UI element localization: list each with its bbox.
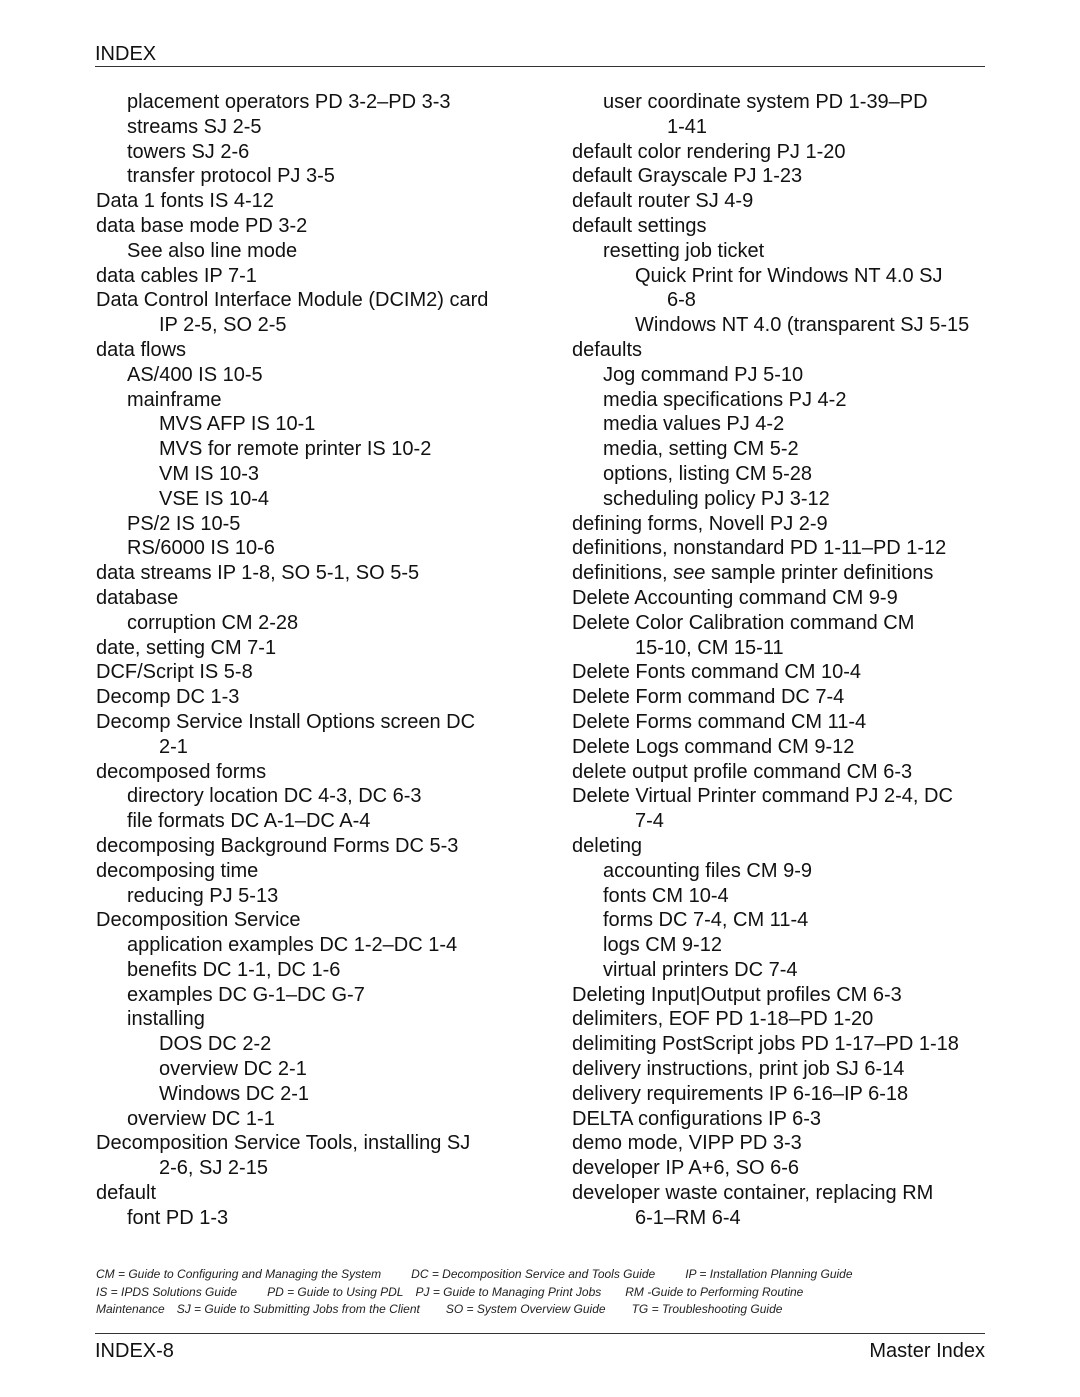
index-entry: reducing PJ 5-13 [127,884,279,907]
legend-item: RM -Guide to Performing Routine [625,1284,804,1299]
index-entry: definitions, see sample printer definitions [572,562,934,585]
index-entry: transfer protocol PJ 3-5 [127,165,335,188]
index-entry: RS/6000 IS 10-6 [127,537,275,560]
index-entry: Data 1 fonts IS 4-12 [96,190,274,213]
index-entry: benefits DC 1-1, DC 1-6 [127,958,341,981]
index-entry: delimiters, EOF PD 1-18–PD 1-20 [572,1008,874,1031]
index-entry: database [96,586,179,609]
index-entry: default color rendering PJ 1-20 [572,140,846,163]
index-entry: defining forms, Novell PJ 2-9 [572,512,828,535]
index-entry: Data Control Interface Module (DCIM2) card [96,289,489,312]
index-entry: default Grayscale PJ 1-23 [572,165,803,188]
index-entry: Delete Accounting command CM 9-9 [572,586,898,609]
index-entry: data streams IP 1-8, SO 5-1, SO 5-5 [96,562,420,585]
page-number: INDEX-8 [95,1340,174,1362]
legend-row [96,1301,986,1319]
index-entry: definitions, nonstandard PD 1-11–PD 1-12 [572,537,947,560]
index-entry: VM IS 10-3 [159,462,260,485]
index-entry: 2-6, SJ 2-15 [159,1157,268,1180]
index-entry: directory location DC 4-3, DC 6-3 [127,785,422,808]
legend-item: IS = IPDS Solutions Guide [96,1284,238,1299]
index-entry: logs CM 9-12 [603,934,722,957]
index-entry: 2-1 [159,735,188,758]
index-entry: Deleting Input|Output profiles CM 6-3 [572,983,902,1006]
index-entry: accounting files CM 9-9 [603,859,812,882]
index-entry: Windows DC 2-1 [159,1082,310,1105]
legend-item: SO = System Overview Guide [445,1302,606,1316]
index-entry: PS/2 IS 10-5 [127,512,241,535]
index-entry: Delete Color Calibration command CM [572,611,915,634]
index-entry: font PD 1-3 [127,1206,229,1229]
index-entry: virtual printers DC 7-4 [603,958,798,981]
index-entry: decomposing Background Forms DC 5-3 [96,834,459,857]
index-entry: Decomp DC 1-3 [96,686,240,709]
index-entry: streams SJ 2-5 [127,115,262,138]
index-entry: Decomposition Service [96,909,301,932]
index-entry: 6-8 [667,289,696,312]
index-column-right [572,90,992,1231]
index-entry: 15-10, CM 15-11 [635,636,784,659]
index-entry: 7-4 [635,810,664,833]
index-entry: data base mode PD 3-2 [96,214,308,237]
index-entry: default [96,1182,157,1205]
index-entry: overview DC 2-1 [159,1058,307,1081]
index-entry: Delete Logs command CM 9-12 [572,735,855,758]
index-entry: default router SJ 4-9 [572,190,754,213]
legend-item: SJ = Guide to Submitting Jobs from the Client [176,1302,420,1316]
index-entry: Delete Forms command CM 11-4 [572,710,867,733]
index-entry: media, setting CM 5-2 [603,438,799,461]
index-entry: options, listing CM 5-28 [603,462,812,485]
index-entry: Delete Form command DC 7-4 [572,686,845,709]
index-entry: MVS for remote printer IS 10-2 [159,438,432,461]
index-entry: Delete Fonts command CM 10-4 [572,661,862,684]
index-entry: data cables IP 7-1 [96,264,257,287]
index-entry: corruption CM 2-28 [127,611,299,634]
index-entry: default settings [572,214,707,237]
index-entry: mainframe [127,388,222,411]
header-title: INDEX [95,43,157,65]
index-entry: forms DC 7-4, CM 11-4 [603,909,809,932]
index-entry: deleting [572,834,643,857]
index-entry: overview DC 1-1 [127,1107,275,1130]
index-entry: AS/400 IS 10-5 [127,363,263,386]
index-entry: delivery requirements IP 6-16–IP 6-18 [572,1082,909,1105]
index-entry: scheduling policy PJ 3-12 [603,487,830,510]
legend-item: IP = Installation Planning Guide [685,1267,853,1281]
index-entry: defaults [572,338,643,361]
index-entry: 6-1–RM 6-4 [635,1206,741,1229]
section-name: Master Index [869,1340,985,1362]
index-entry: Delete Virtual Printer command PJ 2-4, DC [572,785,953,808]
index-entry: user coordinate system PD 1-39–PD [603,91,928,113]
index-entry: examples DC G-1–DC G-7 [127,983,365,1006]
index-entry: See also line mode [127,239,298,262]
index-entry: DELTA configurations IP 6-3 [572,1107,822,1130]
index-entry: media specifications PJ 4-2 [603,388,847,411]
legend-row [96,1284,986,1302]
index-entry: developer IP A+6, SO 6-6 [572,1157,800,1180]
index-entry: decomposing time [96,859,259,882]
index-entry: decomposed forms [96,760,267,783]
index-entry: developer waste container, replacing RM [572,1182,934,1205]
index-entry: resetting job ticket [603,239,765,262]
index-entry: date, setting CM 7-1 [96,636,277,659]
index-entry: VSE IS 10-4 [159,487,270,510]
page-header [95,42,985,67]
legend-item: CM = Guide to Configuring and Managing the System [96,1267,382,1281]
index-entry: delete output profile command CM 6-3 [572,760,913,783]
index-column-left [96,90,526,1231]
abbreviation-legend [96,1266,986,1319]
index-entry: placement operators PD 3-2–PD 3-3 [127,91,451,113]
index-entry: Jog command PJ 5-10 [603,363,804,386]
index-entry: installing [127,1008,205,1031]
index-entry: Windows NT 4.0 (transparent SJ 5-15 [635,314,970,337]
index-entry: Decomposition Service Tools, installing SJ [96,1132,471,1155]
page-footer [95,1333,985,1364]
index-entry: application examples DC 1-2–DC 1-4 [127,934,458,957]
index-entry: 1-41 [667,115,708,138]
index-entry: MVS AFP IS 10-1 [159,413,316,436]
index-entry: DCF/Script IS 5-8 [96,661,253,684]
index-entry: towers SJ 2-6 [127,140,250,163]
index-entry: IP 2-5, SO 2-5 [159,314,287,337]
index-entry: data flows [96,338,187,361]
index-entry: demo mode, VIPP PD 3-3 [572,1132,802,1155]
index-entry: delimiting PostScript jobs PD 1-17–PD 1-18 [572,1033,959,1056]
index-entry: file formats DC A-1–DC A-4 [127,810,371,833]
legend-item: PD = Guide to Using PDL [267,1284,404,1299]
legend-item: PJ = Guide to Managing Print Jobs [415,1284,602,1299]
index-entry: delivery instructions, print job SJ 6-14 [572,1058,905,1081]
legend-item: Maintenance [96,1302,165,1316]
legend-item: DC = Decomposition Service and Tools Guide [411,1267,656,1281]
index-entry: fonts CM 10-4 [603,884,729,907]
legend-item: TG = Troubleshooting Guide [631,1302,783,1316]
index-entry: media values PJ 4-2 [603,413,785,436]
legend-row [96,1266,986,1284]
index-entry: Decomp Service Install Options screen DC [96,710,476,733]
index-entry: Quick Print for Windows NT 4.0 SJ [635,264,943,287]
index-entry: DOS DC 2-2 [159,1033,272,1056]
